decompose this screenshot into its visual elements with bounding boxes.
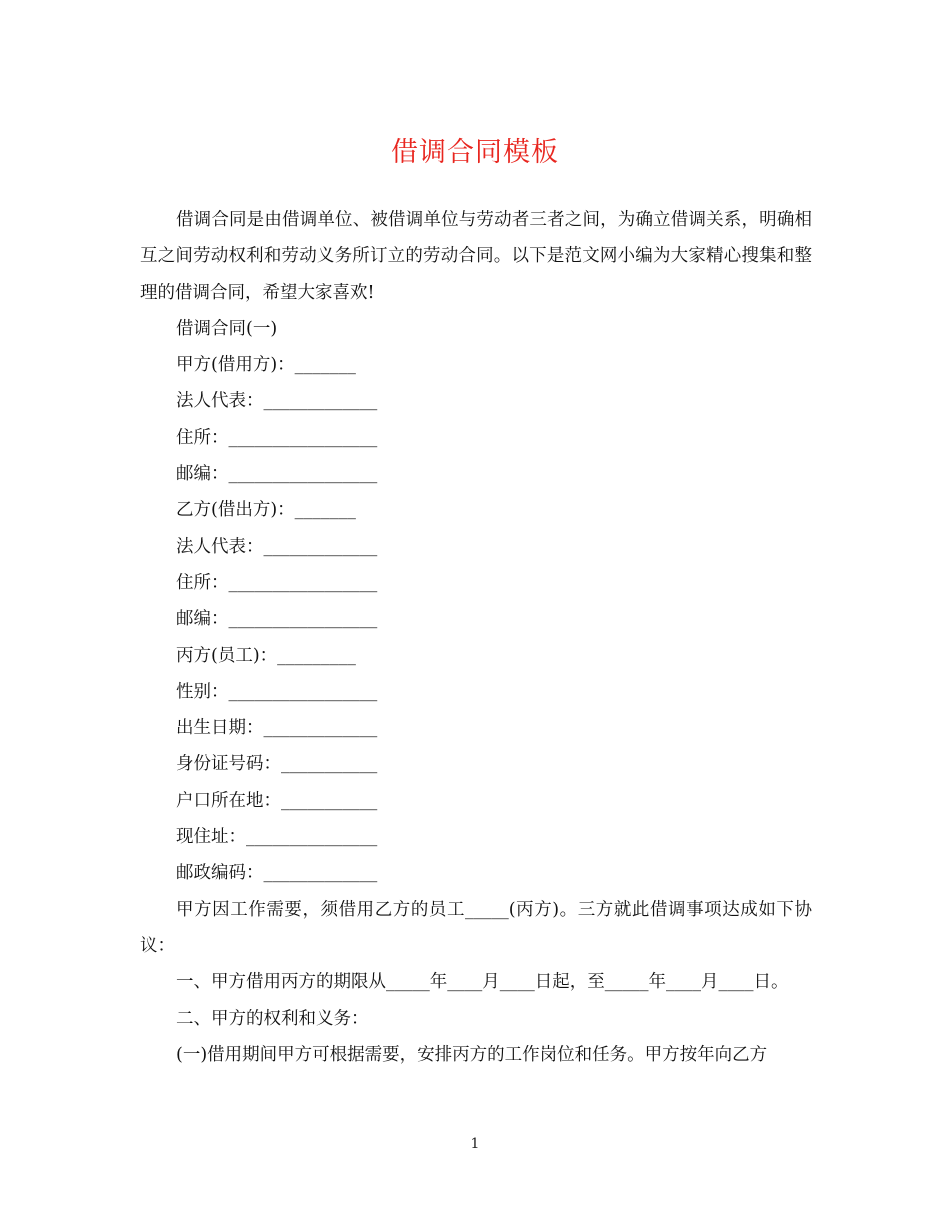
field-party-b: 乙方(借出方)：_______ bbox=[176, 500, 356, 521]
clause-1: 一、甲方借用丙方的期限从_____年____月____日起，至_____年____月____日。 bbox=[176, 972, 789, 993]
field-current-address: 现住址：_______________ bbox=[176, 827, 378, 848]
field-postal-code: 邮政编码：_____________ bbox=[176, 863, 378, 884]
document-body bbox=[140, 202, 812, 1073]
contract-heading: 借调合同(一) bbox=[176, 318, 278, 339]
intro-paragraph: 借调合同是由借调单位、被借调单位与劳动者三者之间，为确立借调关系，明确相互之间劳动权利和劳动义务所订立的劳动合同。以下是范文网小编为大家精心搜集和整理的借调合同，希望大家喜欢! bbox=[140, 210, 812, 303]
field-gender: 性别：_________________ bbox=[176, 681, 378, 702]
field-party-b-postcode: 邮编：_________________ bbox=[176, 609, 378, 630]
field-household-registration: 户口所在地：___________ bbox=[176, 790, 378, 811]
page-number: 1 bbox=[470, 1136, 480, 1152]
field-party-b-legal-rep: 法人代表：_____________ bbox=[176, 536, 378, 557]
clause-2-heading: 二、甲方的权利和义务： bbox=[176, 1008, 369, 1029]
field-party-a: 甲方(借用方)：_______ bbox=[176, 355, 356, 376]
field-party-a-legal-rep: 法人代表：_____________ bbox=[176, 391, 378, 412]
field-birth-date: 出生日期：_____________ bbox=[176, 718, 378, 739]
document-title: 借调合同模板 bbox=[391, 137, 559, 168]
field-party-a-address: 住所：_________________ bbox=[176, 427, 378, 448]
field-party-a-postcode: 邮编：_________________ bbox=[176, 464, 378, 485]
clause-2-item-1: (一)借用期间甲方可根据需要，安排丙方的工作岗位和任务。甲方按年向乙方 bbox=[176, 1044, 768, 1065]
agreement-paragraph: 甲方因工作需要，须借用乙方的员工_____(丙方)。三方就此借调事项达成如下协议： bbox=[140, 899, 812, 956]
field-id-number: 身份证号码：___________ bbox=[176, 754, 378, 775]
field-party-b-address: 住所：_________________ bbox=[176, 572, 378, 593]
field-party-c: 丙方(员工)：_________ bbox=[176, 645, 356, 666]
